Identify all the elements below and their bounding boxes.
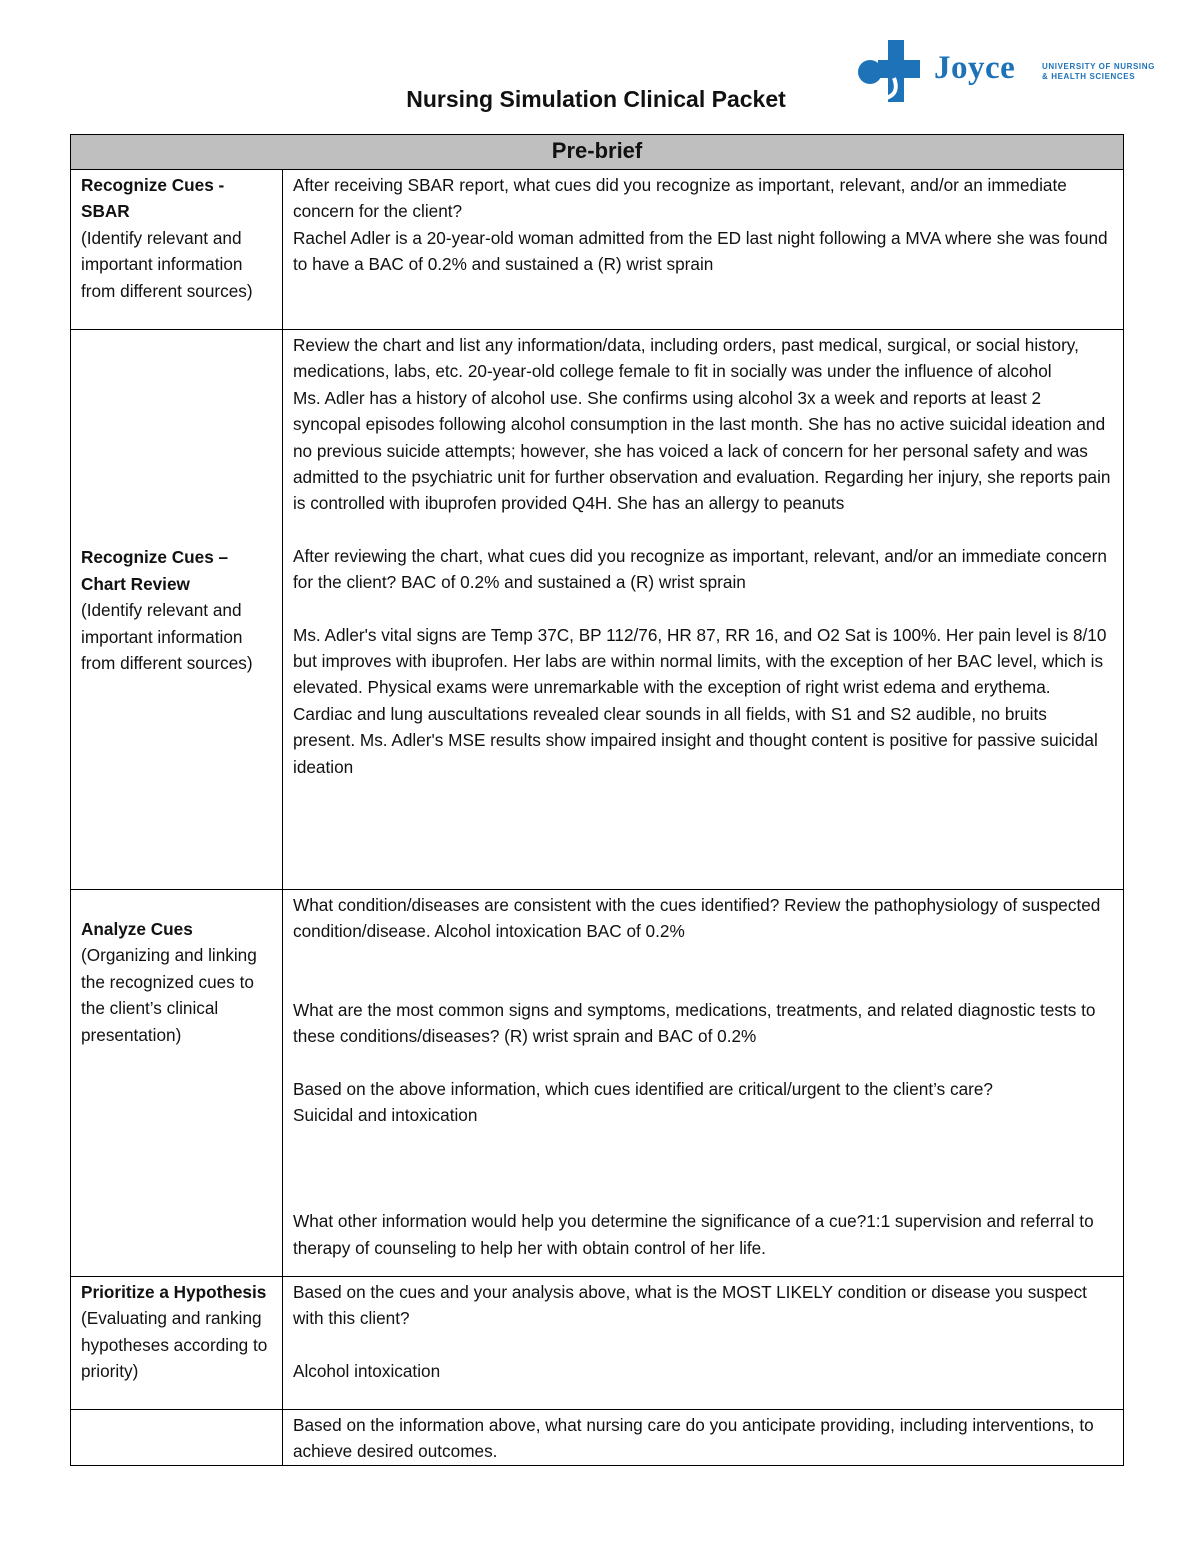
- page-title: Nursing Simulation Clinical Packet: [406, 86, 786, 112]
- answer-text: Rachel Adler is a 20-year-old woman admitted from the ED last night following a MVA where she was found to have a BAC of 0.2% and sustained a (R) wrist sprain: [293, 227, 1108, 275]
- table-row: [71, 1410, 1124, 1466]
- row-label: Prioritize a Hypothesis: [81, 1282, 267, 1302]
- prompt-text: Review the chart and list any information/data, including orders, past medical, surgical, or social history, medications, labs, etc. 20-year-old college female to fit in socially was under the influence of alcohol: [293, 335, 1079, 382]
- row-description: (Evaluating and ranking hypotheses according to priority): [81, 1308, 268, 1382]
- row-content-cell: [283, 1410, 1124, 1466]
- answer-text: Suicidal and intoxication: [293, 1105, 478, 1126]
- prompt-text: After reviewing the chart, what cues did you recognize as important, relevant, and/or an immediate concern for the client? BAC of 0.2% and sustained a (R) wrist sprain: [293, 545, 1107, 593]
- row-label-cell: [71, 330, 283, 890]
- section-header: Pre-brief: [71, 135, 1124, 170]
- table-row: [71, 890, 1124, 1277]
- prompt-text: What other information would help you determine the significance of a cue?1:1 supervision and referral to therapy of counseling to help her with obtain control of her life.: [293, 1211, 1094, 1258]
- prompt-text: What condition/diseases are consistent with the cues identified? Review the pathophysiology of suspected condition/disease. Alcohol intoxication BAC of 0.2%: [293, 895, 1101, 942]
- prompt-text: Based on the cues and your analysis above, what is the MOST LIKELY condition or disease you suspect with this client?: [293, 1282, 1087, 1329]
- row-label-cell: [71, 1410, 283, 1466]
- table-row: [71, 170, 1124, 330]
- row-content-cell: [283, 890, 1124, 1277]
- row-content-cell: [283, 1277, 1124, 1410]
- prompt-text: After receiving SBAR report, what cues did you recognize as important, relevant, and/or an immediate concern for the client?: [293, 175, 1067, 222]
- row-label-cell: [71, 1277, 283, 1410]
- prompt-text: What are the most common signs and symptoms, medications, treatments, and related diagnostic tests to these conditions/diseases? (R) wrist sprain and BAC of 0.2%: [293, 999, 1096, 1047]
- row-label: Analyze Cues: [81, 919, 193, 939]
- row-description: (Identify relevant and important information from different sources): [81, 227, 253, 301]
- row-label: Recognize Cues - SBAR: [81, 175, 225, 222]
- row-content-cell: [283, 330, 1124, 890]
- answer-text: Alcohol intoxication: [293, 1360, 441, 1381]
- logo-wordmark: Joyce: [934, 50, 1016, 86]
- row-content-cell: [283, 170, 1124, 330]
- prebrief-table: [70, 134, 1124, 1466]
- prompt-text: Based on the above information, which cues identified are critical/urgent to the client’s care?: [293, 1078, 993, 1099]
- row-label: Recognize Cues – Chart Review: [81, 547, 229, 594]
- table-row: [71, 330, 1124, 890]
- logo-tagline: UNIVERSITY OF NURSING & HEALTH SCIENCES: [1042, 62, 1155, 81]
- row-label-cell: [71, 170, 283, 330]
- answer-text: Ms. Adler has a history of alcohol use. She confirms using alcohol 3x a week and reports at least 2 syncopal episodes following alcohol consumption in the last month. She has no active suicidal ideation and no previous suicide attempts; however, she has voiced a lack of concern for her personal safety and was admitted to the psychiatric unit for further observation and evaluation. Regarding her injury, she reports pain is controlled with ibuprofen provided Q4H. She has an allergy to peanuts: [293, 387, 1111, 514]
- row-description: (Organizing and linking the recognized cues to the client’s clinical presentation): [81, 945, 257, 1045]
- answer-text: Ms. Adler's vital signs are Temp 37C, BP 112/76, HR 87, RR 16, and O2 Sat is 100%. Her pain level is 8/10 but improves with ibuprofen. Her labs are within normal limits, with the exception of her BAC level, which is elevated. Physical exams were unremarkable with the exception of right wrist edema and erythema. Cardiac and lung auscultations revealed clear sounds in all fields, with S1 and S2 audible, no bruits present. Ms. Adler's MSE results show impaired insight and thought content is positive for passive suicidal ideation: [293, 624, 1107, 777]
- table-row: [71, 1277, 1124, 1410]
- prompt-text: Based on the information above, what nursing care do you anticipate providing, including interventions, to achieve desired outcomes.: [293, 1415, 1094, 1462]
- row-description: (Identify relevant and important information from different sources): [81, 600, 253, 674]
- row-label-cell: [71, 890, 283, 1277]
